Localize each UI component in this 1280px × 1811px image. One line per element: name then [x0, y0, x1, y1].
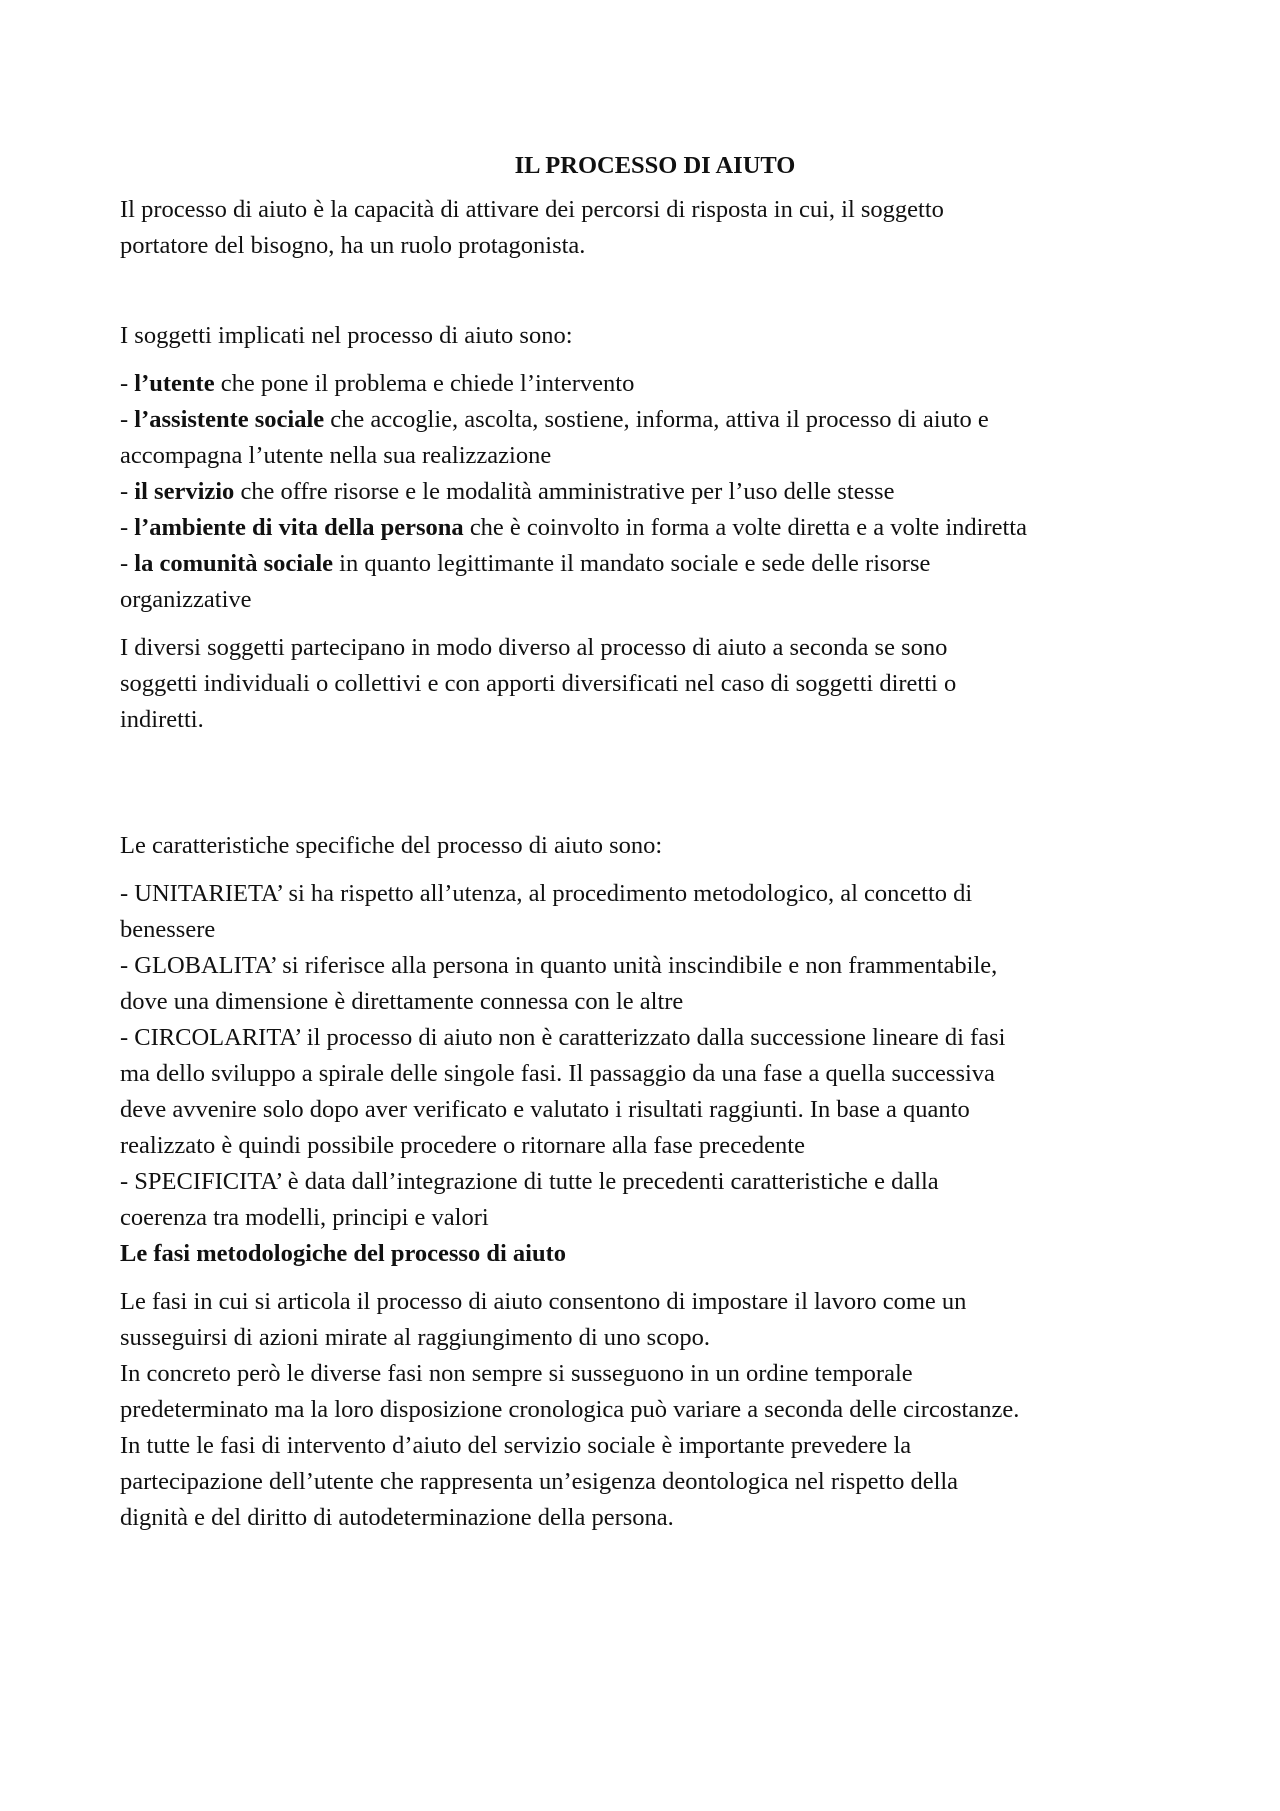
- subjects-heading: I soggetti implicati nel processo di aiuto sono:: [120, 322, 573, 349]
- list-item: - l’utente che pone il problema e chiede l’intervento: [120, 370, 635, 397]
- text-line: In tutte le fasi di intervento d’aiuto del servizio sociale è importante prevedere la: [120, 1432, 912, 1459]
- page-title: IL PROCESSO DI AIUTO: [514, 152, 796, 179]
- phases-paragraph: [120, 1284, 1180, 1536]
- text-line: - SPECIFICITA’ è data dall’integrazione di tutte le precedenti caratteristiche e dalla: [120, 1168, 939, 1195]
- list-item: - il servizio che offre risorse e le modalità amministrative per l’uso delle stesse: [120, 478, 895, 505]
- text-line: soggetti individuali o collettivi e con apporti diversificati nel caso di soggetti diretti o: [120, 670, 957, 697]
- text-line: benessere: [120, 916, 216, 943]
- subjects-list: [120, 366, 1180, 618]
- list-item: - la comunità sociale in quanto legittimante il mandato sociale e sede delle risorse: [120, 550, 931, 577]
- text-line: - GLOBALITA’ si riferisce alla persona in quanto unità inscindibile e non frammentabile,: [120, 952, 998, 979]
- text-line: indiretti.: [120, 706, 204, 733]
- text-line: - UNITARIETA’ si ha rispetto all’utenza, al procedimento metodologico, al concetto di: [120, 880, 973, 907]
- text-line: predeterminato ma la loro disposizione cronologica può variare a seconda delle circostanze.: [120, 1396, 1020, 1423]
- text-line: - CIRCOLARITA’ il processo di aiuto non è caratterizzato dalla successione lineare di fasi: [120, 1024, 1006, 1051]
- text-line: dove una dimensione è direttamente connessa con le altre: [120, 988, 684, 1015]
- text-line: In concreto però le diverse fasi non sempre si susseguono in un ordine temporale: [120, 1360, 913, 1387]
- text-line: I diversi soggetti partecipano in modo diverso al processo di aiuto a seconda se sono: [120, 634, 948, 661]
- text-line: dignità e del diritto di autodeterminazione della persona.: [120, 1504, 674, 1531]
- list-item-term: l’ambiente di vita della persona: [134, 514, 464, 541]
- intro-paragraph: [120, 192, 1180, 264]
- list-item: - l’assistente sociale che accoglie, ascolta, sostiene, informa, attiva il processo di aiuto e: [120, 406, 989, 433]
- document-page: [120, 148, 1180, 1536]
- text-line: Le fasi in cui si articola il processo di aiuto consentono di impostare il lavoro come un: [120, 1288, 967, 1315]
- list-item-continuation: accompagna l’utente nella sua realizzazione: [120, 442, 552, 469]
- list-item: - l’ambiente di vita della persona che è coinvolto in forma a volte diretta e a volte indiretta: [120, 514, 1027, 541]
- list-item-term: la comunità sociale: [134, 550, 334, 577]
- text-line: ma dello sviluppo a spirale delle singole fasi. Il passaggio da una fase a quella successiva: [120, 1060, 995, 1087]
- list-item-term: l’assistente sociale: [134, 406, 325, 433]
- text-line: coerenza tra modelli, principi e valori: [120, 1204, 489, 1231]
- text-line: partecipazione dell’utente che rappresenta un’esigenza deontologica nel rispetto della: [120, 1468, 959, 1495]
- participation-paragraph: [120, 630, 1180, 738]
- section-heading: Le fasi metodologiche del processo di aiuto: [120, 1240, 566, 1267]
- text-line: portatore del bisogno, ha un ruolo protagonista.: [120, 232, 586, 259]
- text-line: realizzato è quindi possibile procedere o ritornare alla fase precedente: [120, 1132, 805, 1159]
- characteristics-list: [120, 876, 1180, 1236]
- characteristics-heading: Le caratteristiche specifiche del processo di aiuto sono:: [120, 832, 663, 859]
- list-item-continuation: organizzative: [120, 586, 252, 613]
- text-line: deve avvenire solo dopo aver verificato e valutato i risultati raggiunti. In base a quanto: [120, 1096, 970, 1123]
- text-line: Il processo di aiuto è la capacità di attivare dei percorsi di risposta in cui, il soggetto: [120, 196, 944, 223]
- list-item-term: il servizio: [134, 478, 235, 505]
- list-item-term: l’utente: [134, 370, 215, 397]
- text-line: susseguirsi di azioni mirate al raggiungimento di uno scopo.: [120, 1324, 710, 1351]
